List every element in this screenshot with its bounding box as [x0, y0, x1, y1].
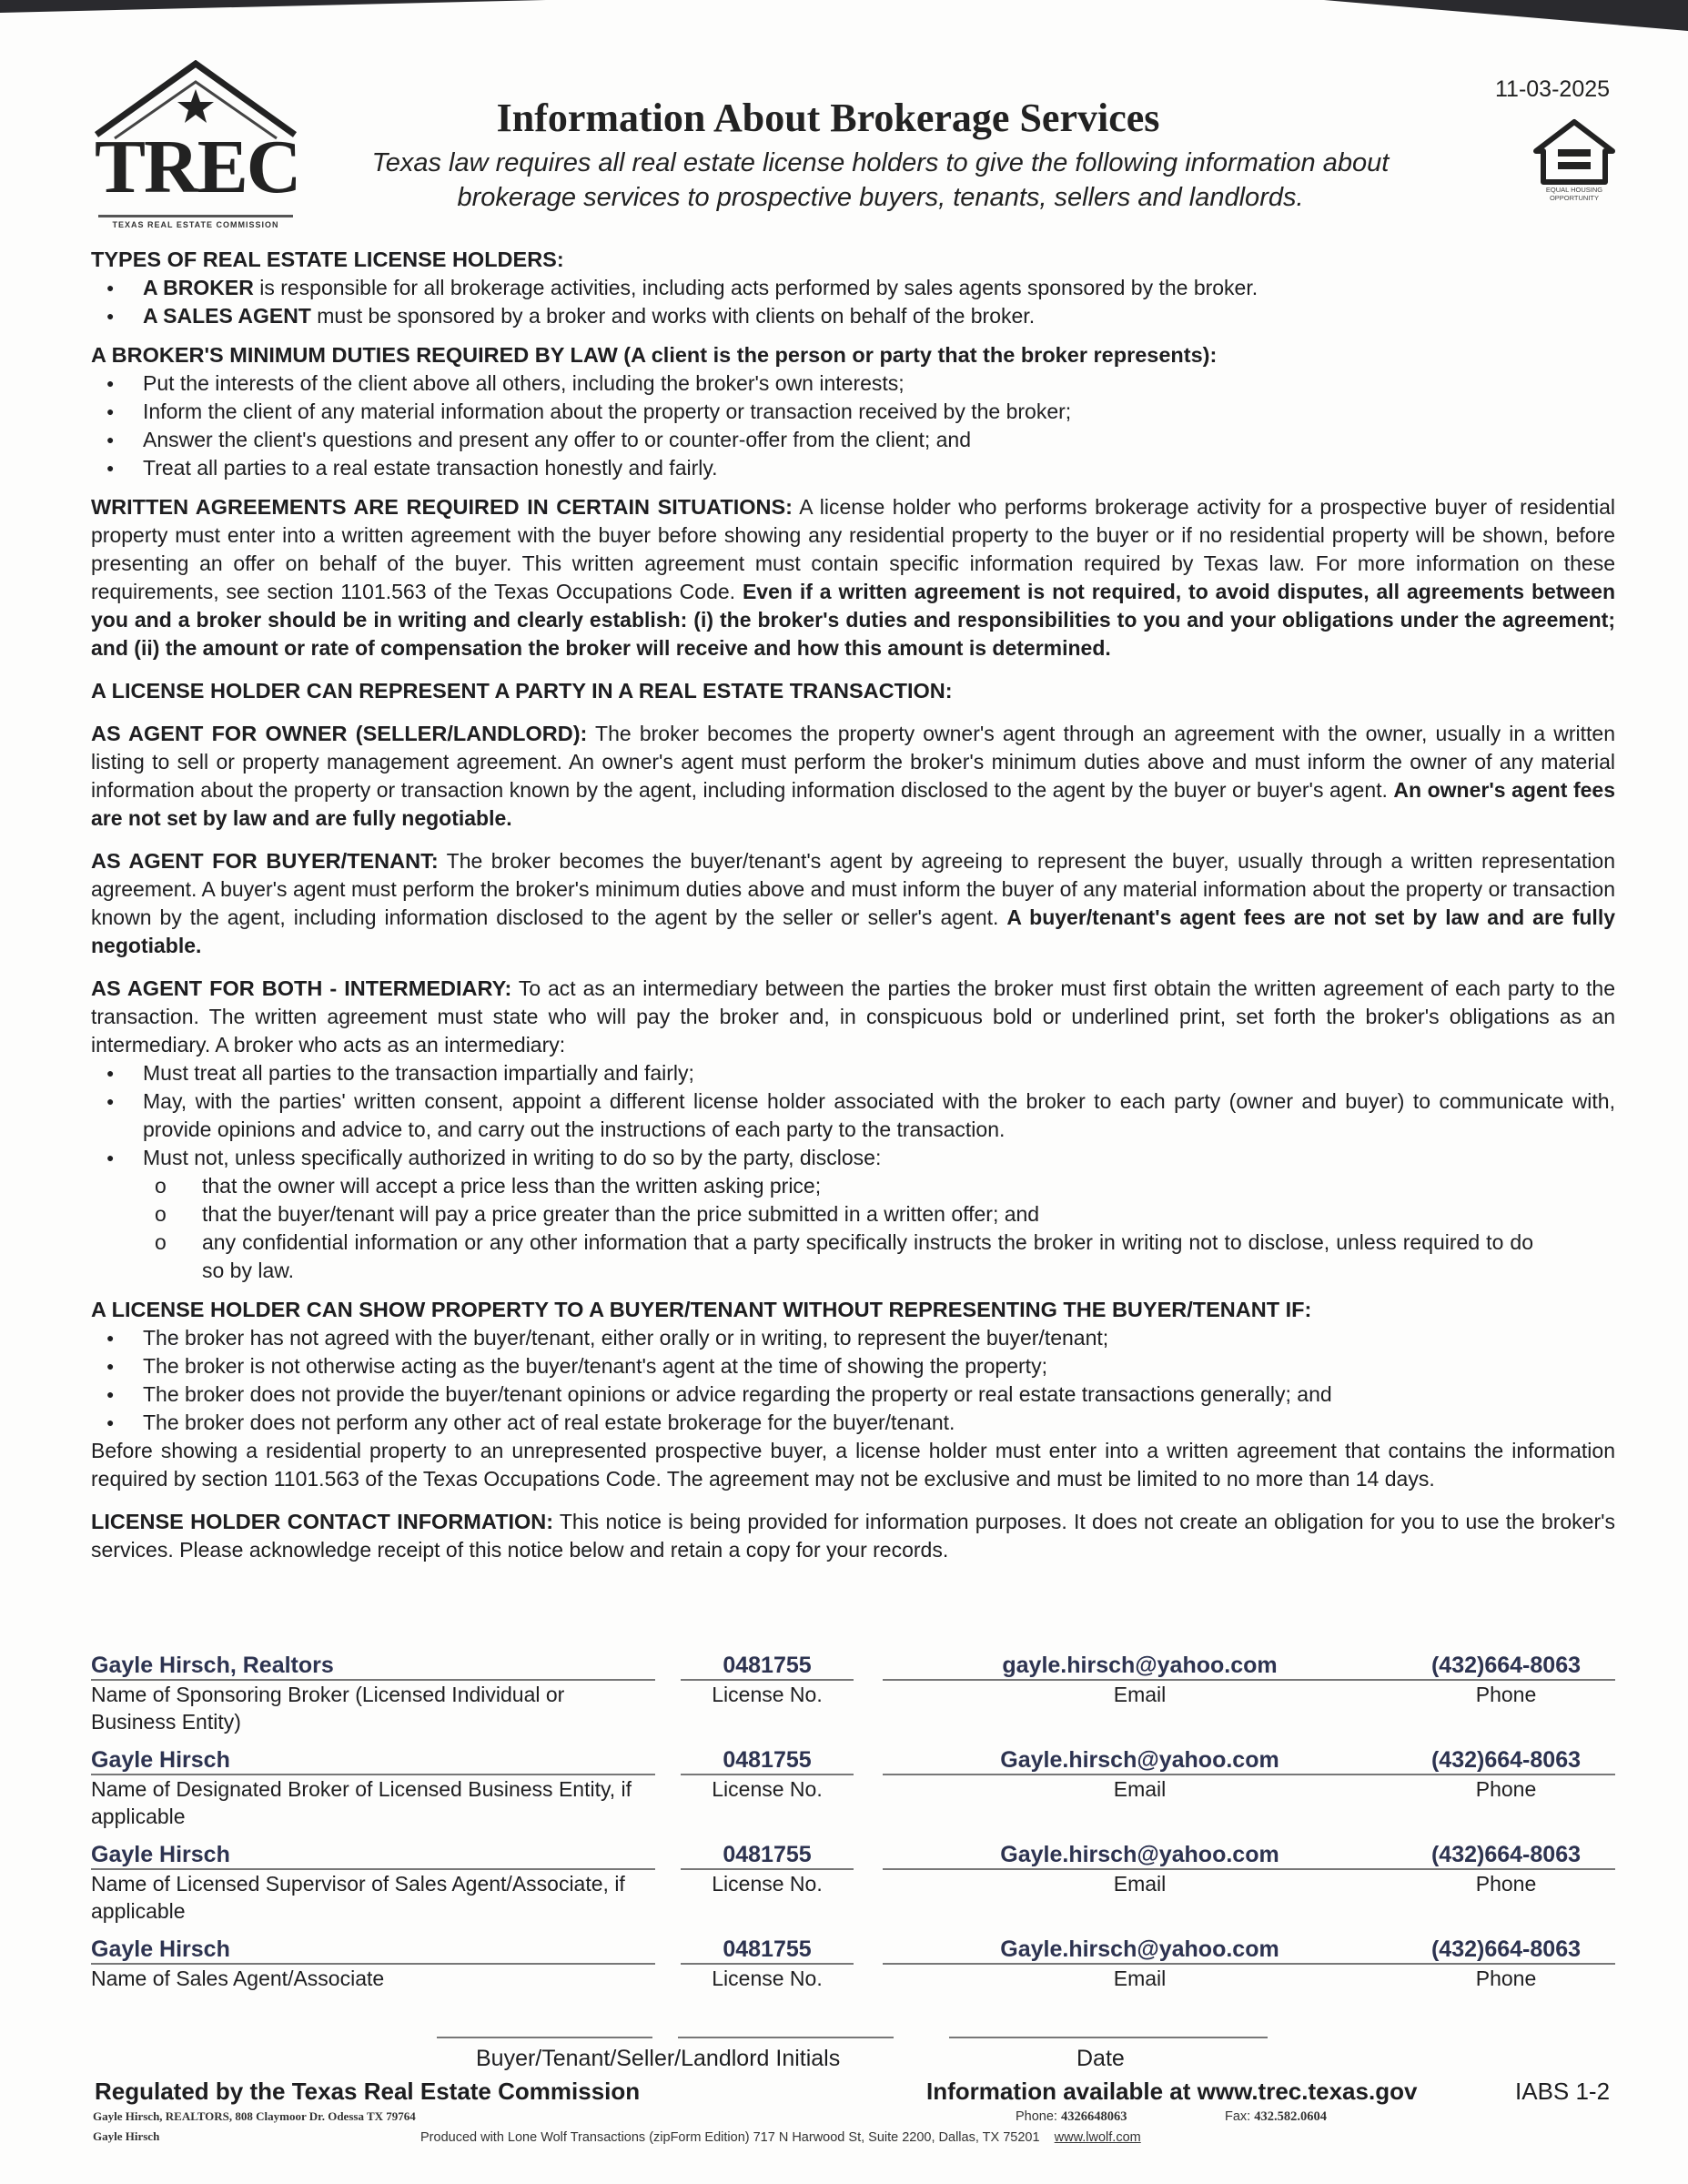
phone-label: Phone [1475, 1967, 1537, 1990]
date-label: Date [1076, 2046, 1125, 2071]
section-show-property [91, 1296, 1615, 1493]
list-item: ● Answer the client's questions and present any offer to or counter-offer from the client; and [91, 426, 1615, 454]
section-agent-owner: AS AGENT FOR OWNER (SELLER/LANDLORD): The broker becomes the property owner's agent through an agreement with the owner, usually in a written listing to sell or property management agreement. An owner's agent must perform the broker's minimum duties above and must inform the owner of any material information about the property or transaction known by the agent, including information disclosed to the agent by the buyer or buyer's agent. An owner's agent fees are not set by law and are fully negotiable. [91, 722, 1615, 830]
logo-rule [98, 215, 293, 217]
email-label: Email [1113, 1967, 1167, 1990]
list-item: ● The broker does not provide the buyer/tenant opinions or advice regarding the property or real estate transactions generally; and [91, 1380, 1615, 1409]
show-property-note: Before showing a residential property to an unrepresented prospective buyer, a license holder must enter into a written agreement that contains the information required by section 1101.563 of the Texas Occupations Code. The agreement may not be exclusive and must be limited to no more than 14 days. [91, 1439, 1615, 1491]
list-item: ● The broker is not otherwise acting as the buyer/tenant's agent at the time of showing the property; [91, 1352, 1615, 1380]
page-title: Information About Brokerage Services [496, 96, 1160, 140]
phone-field[interactable]: (432)664-8063 [1397, 1652, 1615, 1681]
regulated-by: Regulated by the Texas Real Estate Commission [95, 2078, 641, 2105]
list-item: ● A SALES AGENT must be sponsored by a broker and works with clients on behalf of the broker. [91, 302, 1615, 330]
contact-row-sponsoring-broker [91, 1652, 1620, 1746]
equal-housing-logo [1529, 118, 1620, 209]
agent-name: Gayle Hirsch [93, 2129, 160, 2143]
list-item: ● Treat all parties to a real estate transaction honestly and fairly. [91, 454, 1615, 482]
name-field[interactable]: Gayle Hirsch, Realtors [91, 1652, 655, 1681]
license-label: License No. [712, 1967, 823, 1990]
list-item: ● The broker has not agreed with the buyer/tenant, either orally or in writing, to represent the buyer/tenant; [91, 1324, 1615, 1352]
license-label: License No. [712, 1683, 823, 1706]
email-label: Email [1113, 1872, 1167, 1896]
list-item: ● Must not, unless specifically authorized in writing to do so by the party, disclose: [91, 1144, 1615, 1172]
logo-wordmark: TREC [95, 125, 300, 209]
lwolf-link[interactable]: www.lwolf.com [1054, 2130, 1141, 2145]
scan-shadow-left [0, 0, 546, 13]
name-field[interactable]: Gayle Hirsch [91, 1936, 655, 1965]
name-label: Name of Designated Broker of Licensed Business Entity, if applicable [91, 1777, 632, 1828]
produced-with: Produced with Lone Wolf Transactions (zipForm Edition) 717 N Harwood St, Suite 2200, Dallas, TX 75201 www.lwolf.com [420, 2130, 1141, 2145]
list-item: ● Must treat all parties to the transaction impartially and fairly; [91, 1059, 1615, 1087]
phone-field[interactable]: (432)664-8063 [1397, 1841, 1615, 1870]
section-intermediary: AS AGENT FOR BOTH - INTERMEDIARY: To act as an intermediary between the parties the broker must first obtain the written agreement of each party to the transaction. The written agreement must state who will pay the broker and, in conspicuous bold or underlined print, set forth the broker's obligations as an intermediary. A broker who acts as an intermediary: ● Must treat all parties to the transaction impartially and fairly; ● May, with the parties' written consent, appoint a different license holder associated with the broker to each party (owner and buyer) to communicate with, provide opinions and advice to, and carry out the instructions of each party to the transaction. ● Must not, unless specifically authorized in writing to do so by the party, disclose: o that the owner will accept a price less than the written asking price; o that the buyer/tenant will pay a price greater than the price submitted in a written offer; and o any confidential information or any other information that a party specifically instructs the broker in writing not to disclose, unless required to do so by law. [91, 975, 1615, 1285]
email-field[interactable]: gayle.hirsch@yahoo.com [883, 1652, 1397, 1681]
section-written-agreements: WRITTEN AGREEMENTS ARE REQUIRED IN CERTAIN SITUATIONS: A license holder who performs brokerage activity for a prospective buyer of residential property must enter into a written agreement with the buyer before showing any residential property to the buyer or if no residential property will be shown, before presenting an offer on behalf of the buyer. This written agreement must contain specific information required by Texas law. For more information on these requirements, see section 1101.563 of the Texas Occupations Code. Even if a written agreement is not required, to avoid disputes, all agreements between you and a broker should be in writing and clearly establish: (i) the broker's duties and responsibilities to you and your obligations under the agreement; and (ii) the amount or rate of compensation the broker will receive and how this amount is determined. [91, 495, 1616, 660]
date-field[interactable] [949, 2037, 1268, 2038]
contact-row-sales-agent [91, 1936, 1620, 2030]
section-types [91, 246, 1615, 330]
name-label: Name of Sponsoring Broker (Licensed Individual or Business Entity) [91, 1683, 565, 1734]
name-field[interactable]: Gayle Hirsch [91, 1841, 655, 1870]
section-heading-represent: A LICENSE HOLDER CAN REPRESENT A PARTY IN A REAL ESTATE TRANSACTION: [91, 679, 953, 703]
phone-field[interactable]: (432)664-8063 [1397, 1936, 1615, 1965]
phone-field[interactable]: (432)664-8063 [1397, 1746, 1615, 1775]
document-body [91, 246, 1615, 1564]
email-field[interactable]: Gayle.hirsch@yahoo.com [883, 1746, 1397, 1775]
initials-label: Buyer/Tenant/Seller/Landlord Initials [476, 2046, 841, 2071]
page-subtitle: Texas law requires all real estate license holders to give the following information about brokerage services to prospective buyers, tenants, sellers and landlords. [371, 148, 1390, 212]
contact-table [91, 1652, 1620, 2030]
sub-list-item: o that the owner will accept a price less than the written asking price; [91, 1172, 1615, 1200]
list-item: ● May, with the parties' written consent, appoint a different license holder associated with the broker to each party (owner and buyer) to communicate with, provide opinions and advice to, and carry out the instructions of each party to the transaction. [91, 1087, 1615, 1144]
office-fax: Fax: 432.582.0604 [1225, 2109, 1327, 2124]
list-item: ● A BROKER is responsible for all brokerage activities, including acts performed by sales agents sponsored by the broker. [91, 274, 1615, 302]
list-item: ● The broker does not perform any other act of real estate brokerage for the buyer/tenant. [91, 1409, 1615, 1437]
name-label: Name of Licensed Supervisor of Sales Agent/Associate, if applicable [91, 1872, 625, 1923]
initials-field-1[interactable] [437, 2037, 652, 2038]
section-heading: A LICENSE HOLDER CAN SHOW PROPERTY TO A BUYER/TENANT WITHOUT REPRESENTING THE BUYER/TENANT IF: [91, 1298, 1312, 1321]
name-field[interactable]: Gayle Hirsch [91, 1746, 655, 1775]
phone-label: Phone [1475, 1872, 1537, 1896]
list-item: ● Put the interests of the client above all others, including the broker's own interests; [91, 369, 1615, 398]
scan-shadow-right [1324, 0, 1688, 31]
form-id: IABS 1-2 [1515, 2078, 1611, 2105]
initials-field-2[interactable] [678, 2037, 894, 2038]
office-phone: Phone: 4326648063 [1016, 2109, 1127, 2124]
office-address: Gayle Hirsch, REALTORS, 808 Claymoor Dr. Odessa TX 79764 [93, 2109, 416, 2123]
section-contact-info: LICENSE HOLDER CONTACT INFORMATION: This notice is being provided for information purposes. It does not create an obligation for you to use the broker's services. Please acknowledge receipt of this notice below and retain a copy for your records. [91, 1510, 1615, 1562]
license-field[interactable]: 0481755 [681, 1746, 854, 1775]
equal-housing-icon [1529, 118, 1620, 186]
form-date: 11-03-2025 [1495, 76, 1611, 102]
info-available: Information available at www.trec.texas.gov [926, 2078, 1418, 2105]
list-item: ● Inform the client of any material information about the property or transaction received by the broker; [91, 398, 1615, 426]
email-label: Email [1113, 1683, 1167, 1706]
contact-row-designated-broker [91, 1746, 1620, 1841]
name-label: Name of Sales Agent/Associate [91, 1967, 385, 1990]
phone-label: Phone [1475, 1683, 1537, 1706]
section-agent-buyer: AS AGENT FOR BUYER/TENANT: The broker becomes the buyer/tenant's agent by agreeing to represent the buyer, usually through a written representation agreement. A buyer's agent must perform the broker's minimum duties above and must inform the buyer of any material information about the property or transaction known by the agent, including information disclosed to the agent by the seller or seller's agent. A buyer/tenant's agent fees are not set by law and are fully negotiable. [91, 849, 1615, 957]
section-heading: TYPES OF REAL ESTATE LICENSE HOLDERS: [91, 248, 564, 271]
license-field[interactable]: 0481755 [681, 1936, 854, 1965]
sub-list-item: o that the buyer/tenant will pay a price greater than the price submitted in a written offer; and [91, 1200, 1615, 1228]
email-field[interactable]: Gayle.hirsch@yahoo.com [883, 1936, 1397, 1965]
email-label: Email [1113, 1777, 1167, 1801]
license-label: License No. [712, 1777, 823, 1801]
contact-row-supervisor [91, 1841, 1620, 1936]
trec-logo [91, 60, 300, 231]
email-field[interactable]: Gayle.hirsch@yahoo.com [883, 1841, 1397, 1870]
logo-subtitle: TEXAS REAL ESTATE COMMISSION [112, 220, 279, 229]
section-duties [91, 341, 1615, 482]
license-field[interactable]: 0481755 [681, 1841, 854, 1870]
sub-list-item: o any confidential information or any other information that a party specifically instructs the broker in writing not to disclose, unless required to do so by law. [91, 1228, 1615, 1285]
license-label: License No. [712, 1872, 823, 1896]
section-heading: A BROKER'S MINIMUM DUTIES REQUIRED BY LAW (A client is the person or party that the broker represents): [91, 343, 1218, 367]
license-field[interactable]: 0481755 [681, 1652, 854, 1681]
equal-housing-caption: EQUAL HOUSING OPPORTUNITY [1545, 186, 1603, 202]
phone-label: Phone [1475, 1777, 1537, 1801]
